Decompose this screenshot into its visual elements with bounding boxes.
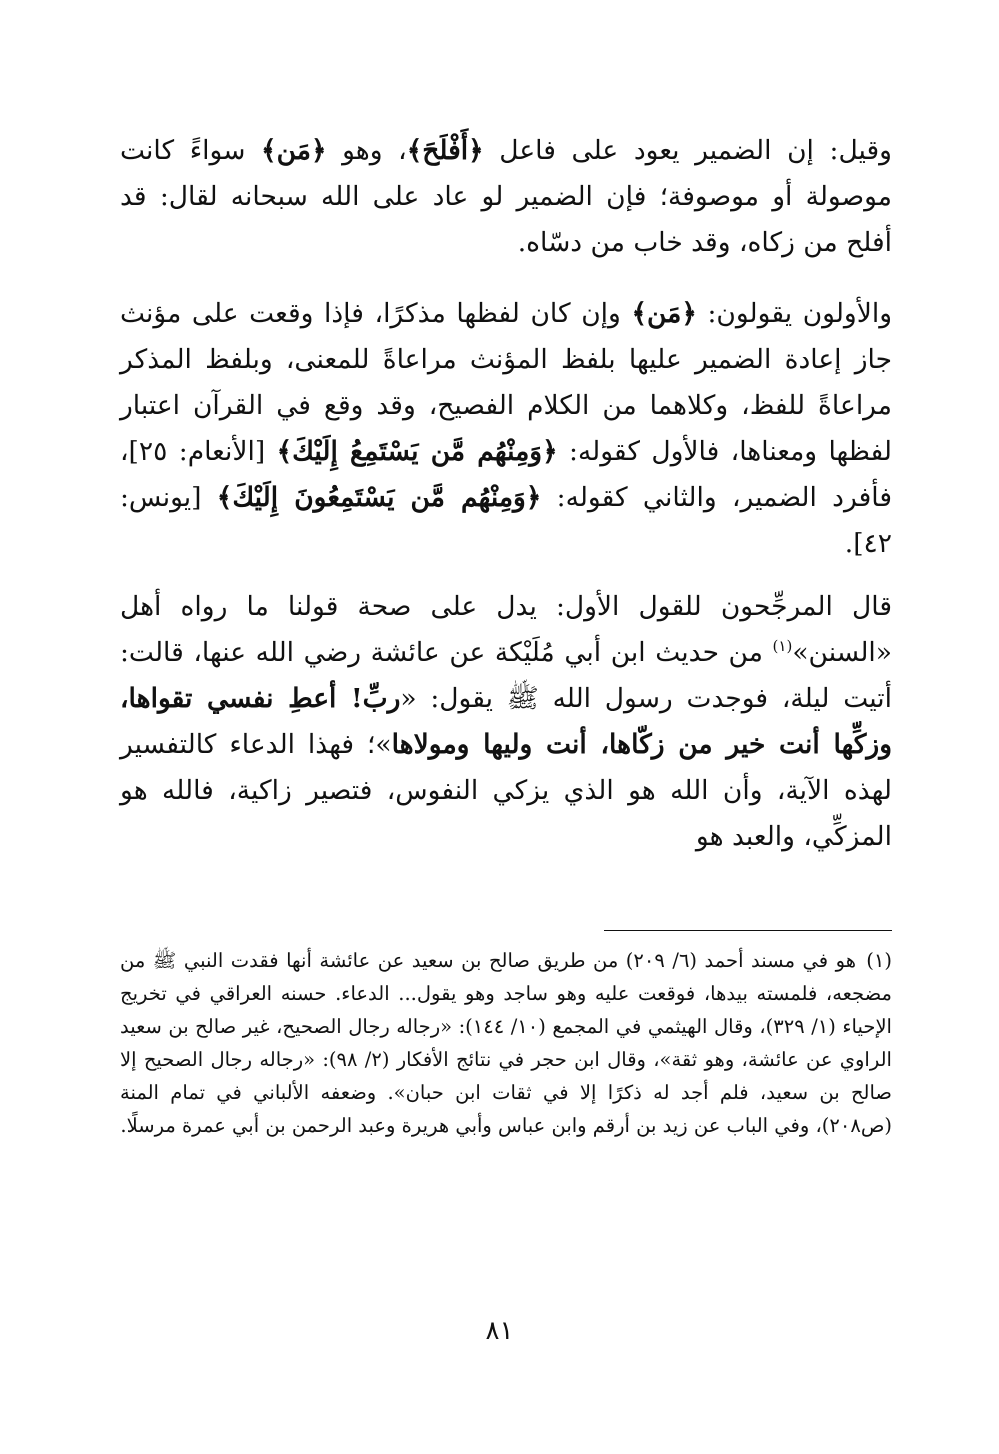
footnote [120, 944, 892, 1142]
paragraph-2-text-a: والأولون يقولون: [696, 298, 892, 329]
footnote-reference[interactable]: (١) [772, 637, 793, 656]
paragraph-3-text-b: من حديث ابن أبي مُلَيْكة عن عائشة رضي الله عنها، قالت: أتيت ليلة، فوجدت رسول الله ﷺ يقول: « [120, 637, 893, 714]
quran-quote-aflaha: ﴿أَفْلَحَ﴾ [406, 135, 484, 166]
paragraph-2-text-d: [يونس: ٤٢]. [120, 482, 892, 559]
paragraph-1-text-c: سواءً كانت موصولة أو موصوفة؛ فإن الضمير لو عاد على الله سبحانه لقال: قد أفلح من زكاه، وقد خاب من دسّاه. [120, 135, 892, 258]
paragraph-1 [120, 128, 892, 266]
paragraph-2 [120, 291, 892, 567]
footnote-number: (١) [866, 949, 892, 972]
page-number: ٨١ [485, 1316, 514, 1346]
paragraph-3-text-c: »؛ فهذا الدعاء كالتفسير لهذه الآية، وأن الله هو الذي يزكي النفوس، فتصير زاكية، فالله هو المزكِّي، والعبد هو [120, 729, 892, 852]
quran-quote-anam: ﴿وَمِنْهُم مَّن يَسْتَمِعُ إِلَيْكَ﴾ [276, 436, 558, 467]
quran-quote-man-2: ﴿مَن﴾ [631, 298, 697, 329]
quran-quote-man: ﴿مَن﴾ [261, 135, 327, 166]
main-text [120, 128, 892, 860]
paragraph-3-text-a: قال المرجِّحون للقول الأول: يدل على صحة قولنا ما رواه أهل «السنن» [120, 591, 892, 668]
paragraph-2-text-b: وإن كان لفظها مذكرًا، فإذا وقعت على مؤنث جاز إعادة الضمير عليها بلفظ المؤنث مراعاةً للمعنى، وبلفظ المذكر مراعاةً للفظ، وكلاهما من الكلام الفصيح، وقد وقع في القرآن اعتبار لفظها ومعناها، فالأول كقوله: [120, 298, 892, 467]
paragraph-1-text-b: ، وهو [326, 135, 407, 166]
quran-quote-yunus: ﴿وَمِنْهُم مَّن يَسْتَمِعُونَ إِلَيْكَ﴾ [216, 482, 542, 513]
footnote-separator [604, 930, 892, 931]
dua-bold-text: ربِّ! أعطِ نفسي تقواها، وزكِّها أنت خير من زكّاها، أنت وليها ومولاها [120, 683, 892, 760]
paragraph-3 [120, 584, 892, 860]
paragraph-2-text-c: [الأنعام: ٢٥]، فأفرد الضمير، والثاني كقوله: [120, 436, 892, 513]
paragraph-1-text-a: وقيل: إن الضمير يعود على فاعل [483, 135, 892, 166]
footnote-text: هو في مسند أحمد (٦/ ٢٠٩) من طريق صالح بن سعيد عن عائشة أنها فقدت النبي ﷺ من مضجعه، فلمسته بيدها، فوقعت عليه وهو ساجد وهو يقول... الدعاء. حسنه العراقي في تخريج الإحياء (١/ ٣٢٩)، وقال الهيثمي في المجمع (١٠/ ١٤٤): «رجاله رجال الصحيح، غير صالح بن سعيد الراوي عن عائشة، وهو ثقة»، وقال ابن حجر في نتائج الأفكار (٢/ ٩٨): «رجاله رجال الصحيح إلا صالح بن سعيد، فلم أجد له ذكرًا إلا في ثقات ابن حبان». وضعفه الألباني في تمام المنة (ص٢٠٨)، وفي الباب عن زيد بن أرقم وابن عباس وأبي هريرة وعبد الرحمن بن أبي عمرة مرسلًا. [120, 949, 892, 1137]
